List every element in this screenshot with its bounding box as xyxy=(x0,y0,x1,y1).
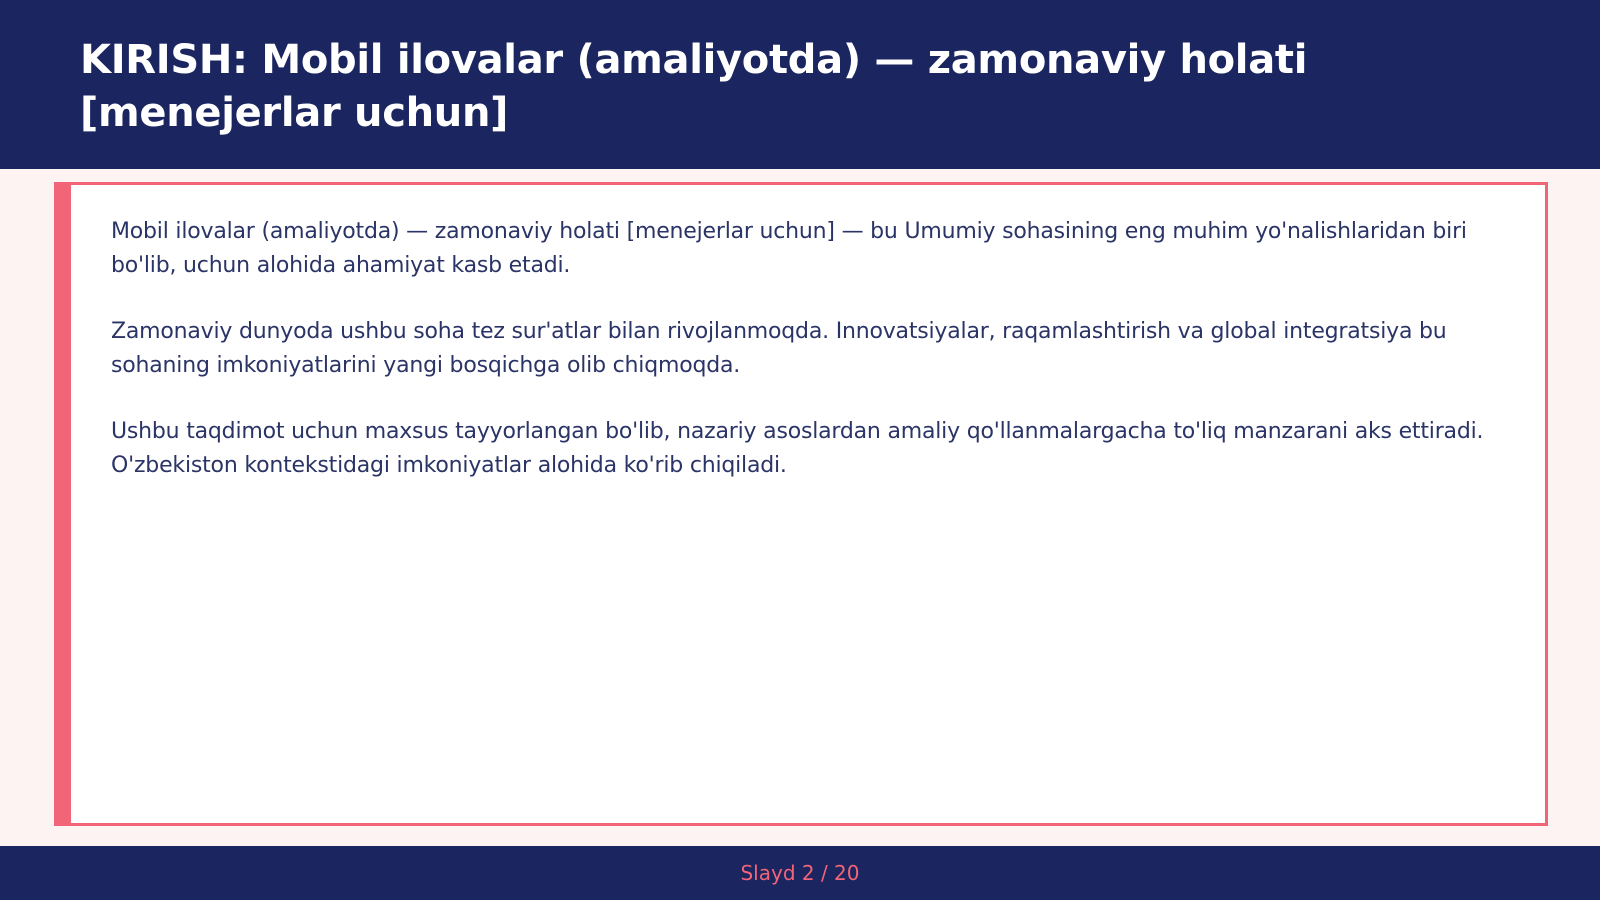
paragraph-purpose: Ushbu taqdimot uchun maxsus tayyorlangan bo'lib, nazariy asoslardan amaliy qo'llanmalargacha to'liq manzarani aks ettiradi. O'zbekiston kontekstidagi imkoniyatlar alohida ko'rib chiqiladi. xyxy=(111,419,1484,478)
slide-title: KIRISH: Mobil ilovalar (amaliyotda) — zamonaviy holati [menejerlar uchun] xyxy=(80,37,1308,136)
slide-counter: Slayd 2 / 20 xyxy=(740,861,860,885)
paragraph-intro: Mobil ilovalar (amaliyotda) — zamonaviy holati [menejerlar uchun] — bu Umumiy sohasining eng muhim yo'nalishlaridan biri bo'lib, uchun alohida ahamiyat kasb etadi. xyxy=(111,219,1467,278)
content-box xyxy=(54,182,1548,826)
slide-header xyxy=(0,0,1600,169)
paragraph-development: Zamonaviy dunyoda ushbu soha tez sur'atlar bilan rivojlanmoqda. Innovatsiyalar, raqamlashtirish va global integratsiya bu sohaning imkoniyatlarini yangi bosqichga olib chiqmoqda. xyxy=(111,319,1447,378)
slide-footer xyxy=(0,846,1600,900)
